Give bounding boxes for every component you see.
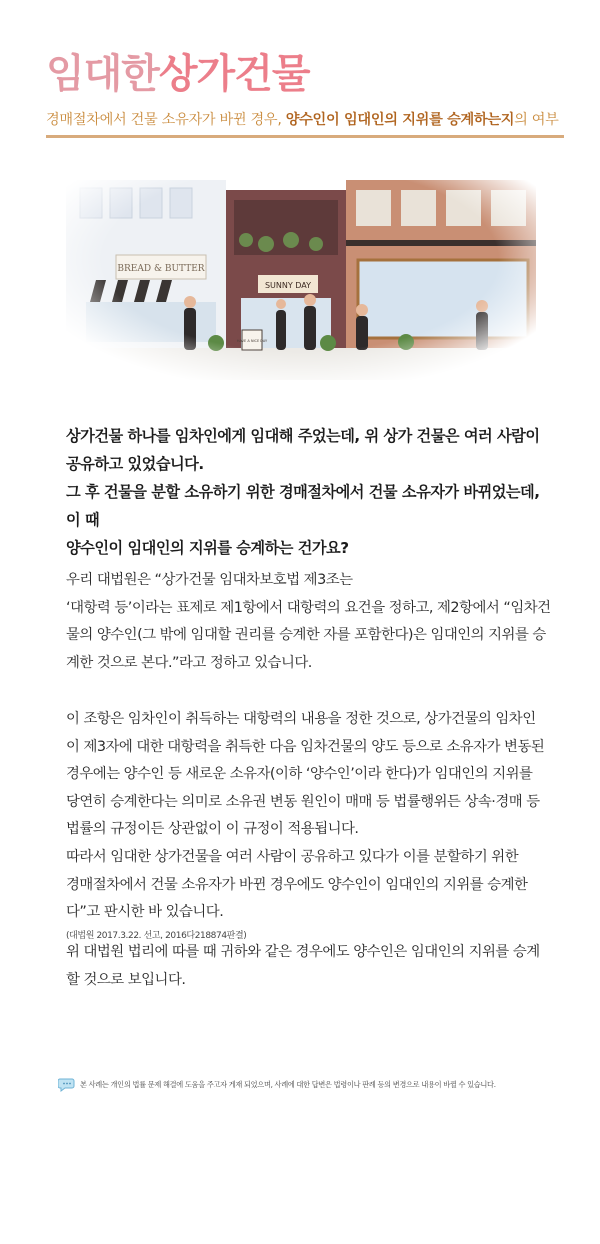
answer-line: 법률의 규정이든 상관없이 이 규정이 적용됩니다. xyxy=(66,821,359,838)
title-part1: 임대한 xyxy=(46,51,159,97)
chat-bubble-icon xyxy=(58,1078,76,1092)
answer-line: 당연히 승계한다는 의미로 소유권 변동 원인이 매매 등 법률행위든 상속·경매 등 xyxy=(66,793,540,810)
title-part2: 상가건물 xyxy=(158,51,310,97)
answer-line: 따라서 임대한 상가건물을 여러 사람이 공유하고 있다가 이를 분할하기 위한 xyxy=(66,848,519,865)
answer-line: 계한 것으로 본다.”라고 정하고 있습니다. xyxy=(66,654,312,671)
answer-line: 할 것으로 보입니다. xyxy=(66,971,186,988)
question-line: 양수인이 임대인의 지위를 승계하는 건가요? xyxy=(66,539,349,557)
disclaimer xyxy=(58,1078,558,1092)
page-title xyxy=(46,50,309,98)
street-illustration xyxy=(66,160,536,380)
subtitle-part3: 의 여부 xyxy=(514,112,559,128)
answer-line: 물의 양수인(그 밖에 임대할 권리를 승계한 자를 포함한다)은 임대인의 지위를 승 xyxy=(66,627,546,644)
answer-line: 경우에는 양수인 등 새로운 소유자(이하 ‘양수인’이라 한다)가 임대인의 지위를 xyxy=(66,766,533,783)
answer-line: 다”고 판시한 바 있습니다. xyxy=(66,904,224,921)
answer-paragraph-1 xyxy=(66,567,552,677)
disclaimer-text: 본 사례는 개인의 법률 문제 해결에 도움을 주고자 게재 되었으며, 사례에 대한 답변은 법령이나 판례 등의 변경으로 내용이 바뀔 수 있습니다. xyxy=(80,1080,496,1089)
question-block xyxy=(66,422,556,562)
answer-line: ‘대항력 등’이라는 표제로 제1항에서 대항력의 요건을 정하고, 제2항에서 “임차건 xyxy=(66,599,551,616)
answer-line: 이 조항은 임차인이 취득하는 대항력의 내용을 정한 것으로, 상가건물의 임차인 xyxy=(66,711,536,727)
question-line: 그 후 건물을 분할 소유하기 위한 경매절차에서 건물 소유자가 바뀌었는데, 이 때 xyxy=(66,483,540,529)
answer-paragraph-3 xyxy=(66,939,552,994)
header-divider xyxy=(46,135,564,138)
case-citation: (대법원 2017.3.22. 선고, 2016다218874판결) xyxy=(66,930,247,941)
question-line: 상가건물 하나를 임차인에게 임대해 주었는데, 위 상가 건물은 여러 사람이 xyxy=(66,427,540,445)
subtitle-part1: 경매절차에서 건물 소유자가 바뀐 경우, xyxy=(46,112,286,128)
page-subtitle xyxy=(46,110,566,130)
answer-line: 위 대법원 법리에 따를 때 귀하와 같은 경우에도 양수인은 임대인의 지위를 승계 xyxy=(66,944,540,960)
answer-line: 경매절차에서 건물 소유자가 바뀐 경우에도 양수인이 임대인의 지위를 승계한 xyxy=(66,876,528,893)
answer-paragraph-2 xyxy=(66,706,552,943)
answer-line: 이 제3자에 대한 대항력을 취득한 다음 임차건물의 양도 등으로 소유자가 변동된 xyxy=(66,738,545,755)
question-line: 공유하고 있었습니다. xyxy=(66,455,204,473)
subtitle-part2: 양수인이 임대인의 지위를 승계하는지 xyxy=(285,112,515,128)
answer-line: 우리 대법원은 “상가건물 임대차보호법 제3조는 xyxy=(66,572,353,588)
